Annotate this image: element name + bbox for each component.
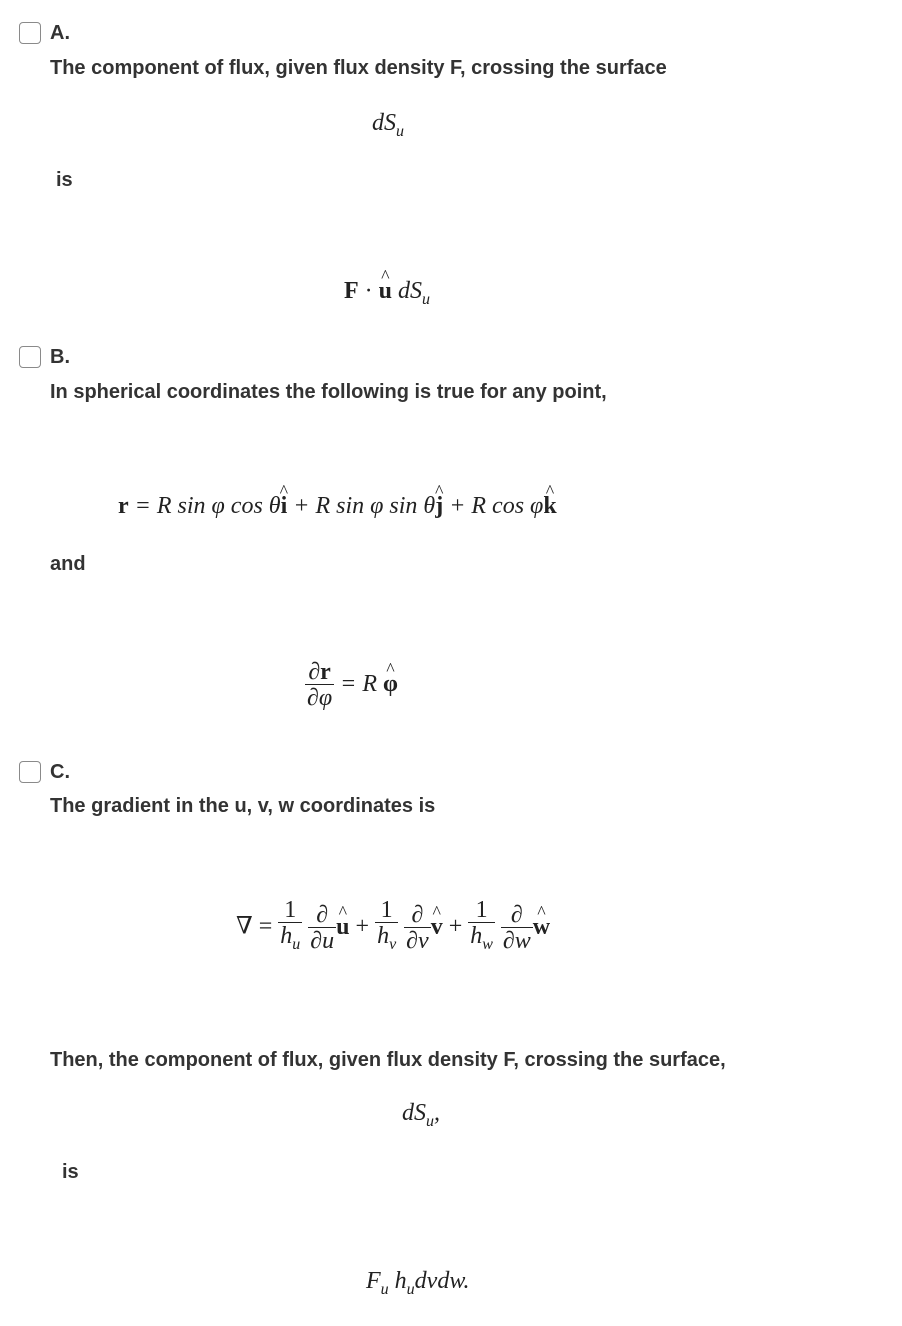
- option-c-letter: C.: [50, 761, 70, 783]
- option-b-letter: B.: [50, 346, 70, 368]
- option-c-flux-expression: $F_u$ $h_udvdw$.: [366, 1268, 470, 1298]
- option-a-letter: A.: [50, 22, 70, 44]
- option-a-surface-element: $dS_u$: [372, 110, 404, 140]
- option-b-derivative: $\frac{\partial r}{\partial\varphi}$ = R φ ^: [305, 660, 398, 711]
- option-b-checkbox[interactable]: [19, 346, 41, 368]
- option-b-connector: and: [50, 553, 86, 575]
- option-a-statement: The component of flux, given flux density F, crossing the surface: [50, 57, 667, 79]
- option-c-statement: The gradient in the u, v, w coordinates is: [50, 795, 436, 817]
- option-c-connector: is: [62, 1161, 79, 1183]
- option-a-flux-expression: F · u ^ $dS_u$: [344, 278, 430, 309]
- option-a-checkbox[interactable]: [19, 22, 41, 44]
- option-b-statement: In spherical coordinates the following is true for any point,: [50, 381, 607, 403]
- option-b-position-vector: r = R sin φ cos θi ^ + R sin φ sin θj ^ + R cos φk ^: [118, 493, 557, 520]
- option-c-gradient: ∇ = $\frac{1}{h_u}$ $\frac{\partial}{\partial u}$ u ^ + $\frac{1}{h_v}$ $\frac{\partial}{\partial v}$ v ^ + $\frac{1}{h_w}$ $\frac{\partial}{\partial w}$ w ^: [236, 898, 550, 958]
- option-c-statement-2: Then, the component of flux, given flux density F, crossing the surface,: [50, 1049, 726, 1071]
- derivative-fraction: $\frac{\partial r}{\partial\varphi}$: [307, 659, 333, 711]
- option-c-surface-element: $dS_u$,: [402, 1100, 440, 1130]
- option-a-connector: is: [56, 169, 73, 191]
- option-c-checkbox[interactable]: [19, 761, 41, 783]
